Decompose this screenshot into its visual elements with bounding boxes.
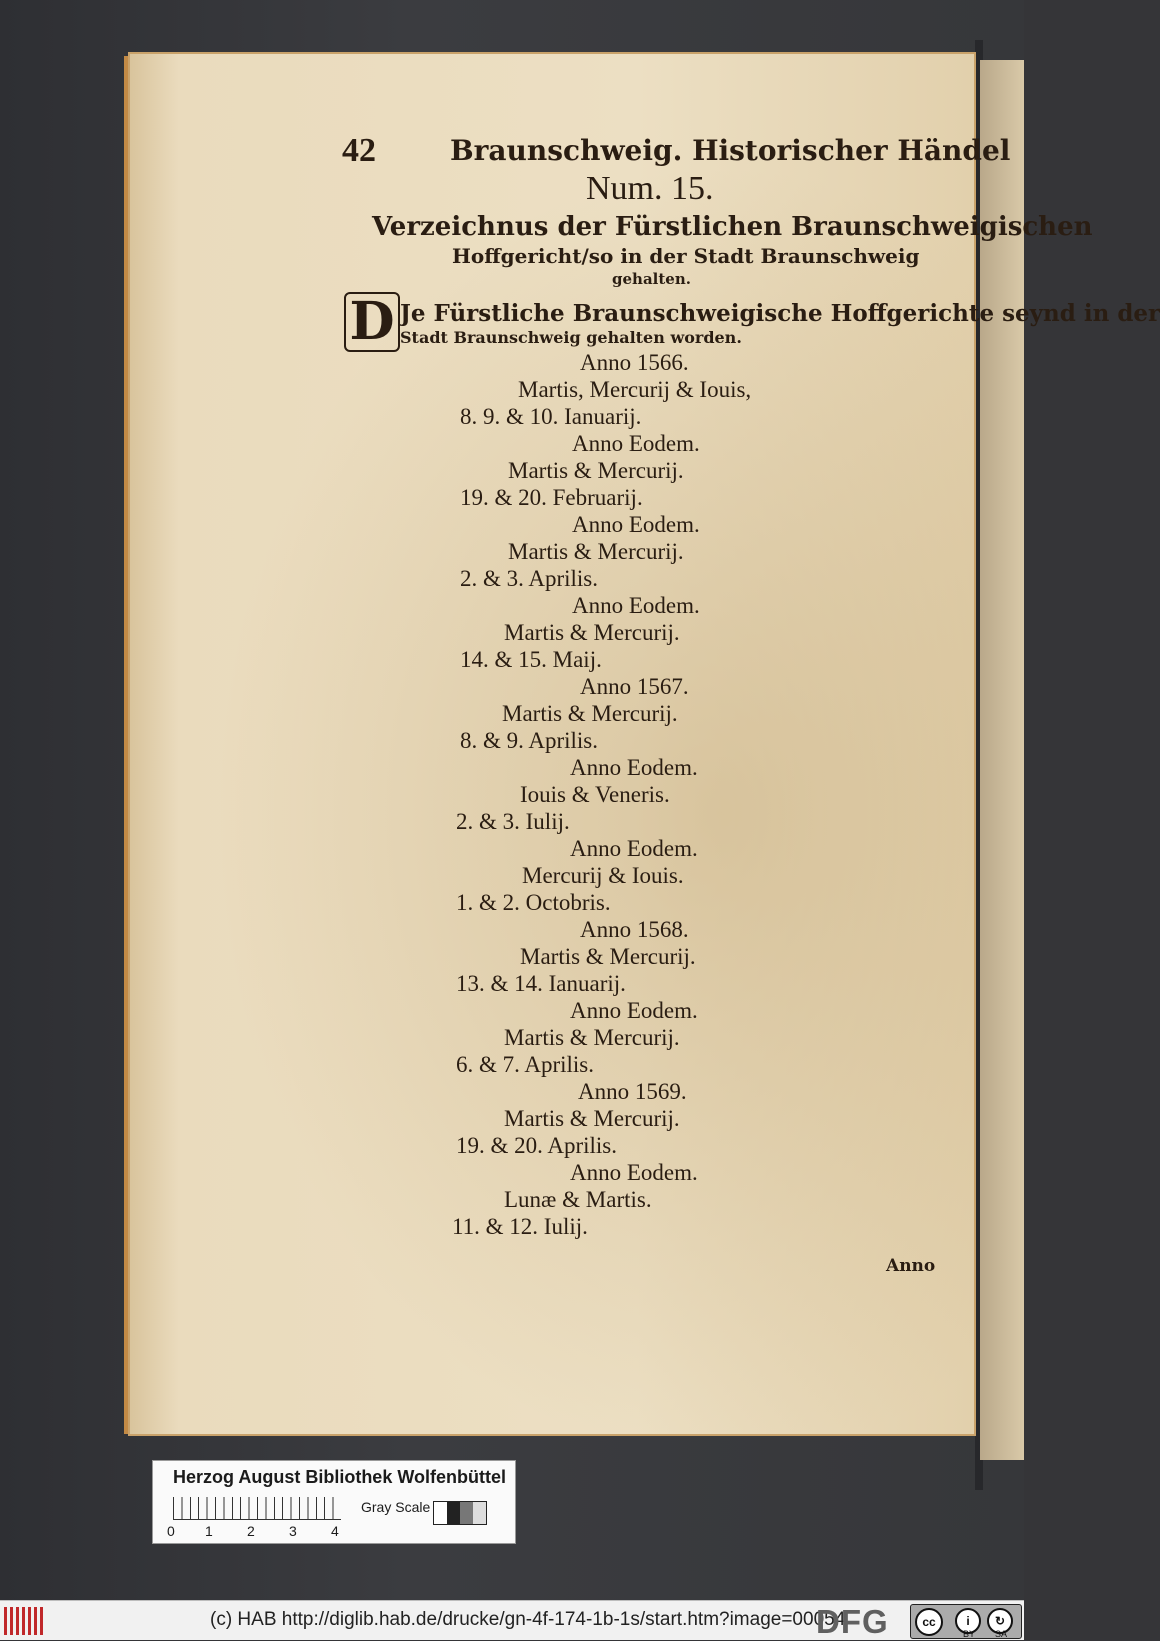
facing-page-edge <box>980 60 1024 1460</box>
entry-year: Anno 1566. <box>580 350 689 375</box>
copyright-credit[interactable]: (c) HAB http://diglib.hab.de/drucke/gn-4f-174-1b-1s/start.htm?image=00054 <box>210 1609 846 1630</box>
dfg-logo: DFG <box>816 1603 889 1640</box>
running-head: Braunschweig. Historischer Händel <box>450 134 1011 167</box>
entry-dates: 2. & 3. Aprilis. <box>460 566 599 591</box>
entry-days: Martis & Mercurij. <box>502 701 678 726</box>
catchword: Anno <box>886 1256 936 1276</box>
entry-days: Martis & Mercurij. <box>504 1106 680 1131</box>
cc-icon: cc <box>915 1608 943 1636</box>
entry-days: Lunæ & Martis. <box>504 1187 652 1212</box>
entry-dates: 2. & 3. Iulij. <box>456 809 570 834</box>
entry-year: Anno Eodem. <box>572 512 700 537</box>
entry-dates: 11. & 12. Iulij. <box>452 1214 588 1239</box>
title-line-1: Verzeichnus der Fürstlichen Braunschweigischen <box>372 212 1093 242</box>
entry-year: Anno 1569. <box>578 1079 687 1104</box>
title-line-2: Hoffgericht/so in der Stadt Braunschweig <box>452 244 920 268</box>
sa-icon: ↻ <box>987 1608 1013 1634</box>
entry-dates: 13. & 14. Ianuarij. <box>456 971 626 996</box>
entry-dates: 19. & 20. Aprilis. <box>456 1133 618 1158</box>
entry-year: Anno 1568. <box>580 917 689 942</box>
entry-year: Anno 1567. <box>580 674 689 699</box>
entry-days: Iouis & Veneris. <box>520 782 670 807</box>
by-icon: i <box>955 1608 981 1634</box>
entry-days: Martis & Mercurij. <box>508 458 684 483</box>
swatch-gray <box>460 1502 473 1524</box>
swatch-light-gray <box>473 1502 486 1524</box>
entry-year: Anno Eodem. <box>570 998 698 1023</box>
entry-days: Martis & Mercurij. <box>504 620 680 645</box>
by-label: BY <box>963 1629 976 1639</box>
entry-dates: 8. 9. & 10. Ianuarij. <box>460 404 642 429</box>
entry-days: Martis, Mercurij & Iouis, <box>518 377 752 402</box>
scale-number: 1 <box>205 1523 213 1539</box>
entry-year: Anno Eodem. <box>570 755 698 780</box>
library-color-label <box>152 1460 516 1544</box>
barcode-icon <box>4 1607 46 1635</box>
gray-scale-swatches <box>433 1501 487 1525</box>
entry-dates: 19. & 20. Februarij. <box>460 485 643 510</box>
entry-dates: 6. & 7. Aprilis. <box>456 1052 595 1077</box>
scale-number: 4 <box>331 1523 339 1539</box>
scale-number: 2 <box>247 1523 255 1539</box>
entry-days: Martis & Mercurij. <box>508 539 684 564</box>
entry-year: Anno Eodem. <box>572 431 700 456</box>
entry-dates: 1. & 2. Octobris. <box>456 890 611 915</box>
decorated-initial: D <box>344 292 400 352</box>
entry-days: Martis & Mercurij. <box>520 944 696 969</box>
scale-ruler <box>173 1497 341 1520</box>
entry-days: Martis & Mercurij. <box>504 1025 680 1050</box>
entry-dates: 14. & 15. Maij. <box>460 647 602 672</box>
page-number: 42 <box>342 132 376 169</box>
entry-year: Anno Eodem. <box>570 836 698 861</box>
swatch-white <box>434 1502 447 1524</box>
gray-scale-label: Gray Scale <box>361 1499 431 1515</box>
entry-year: Anno Eodem. <box>570 1160 698 1185</box>
footer-bar <box>0 1600 1024 1640</box>
scale-number: 0 <box>167 1523 175 1539</box>
entry-dates: 8. & 9. Aprilis. <box>460 728 599 753</box>
entry-days: Mercurij & Iouis. <box>522 863 684 888</box>
sa-label: SA <box>995 1629 1008 1639</box>
intro-line-2: Stadt Braunschweig gehalten worden. <box>400 328 742 347</box>
number-heading: Num. 15. <box>586 170 714 207</box>
entry-year: Anno Eodem. <box>572 593 700 618</box>
cc-license-badge[interactable] <box>910 1604 1022 1639</box>
title-line-3: gehalten. <box>612 270 691 288</box>
swatch-black <box>447 1502 460 1524</box>
scale-number: 3 <box>289 1523 297 1539</box>
intro-line-1: Je Fürstliche Braunschweigische Hoffgerichte seynd in der <box>400 300 1160 327</box>
library-name: Herzog August Bibliothek Wolfenbüttel <box>173 1467 506 1487</box>
